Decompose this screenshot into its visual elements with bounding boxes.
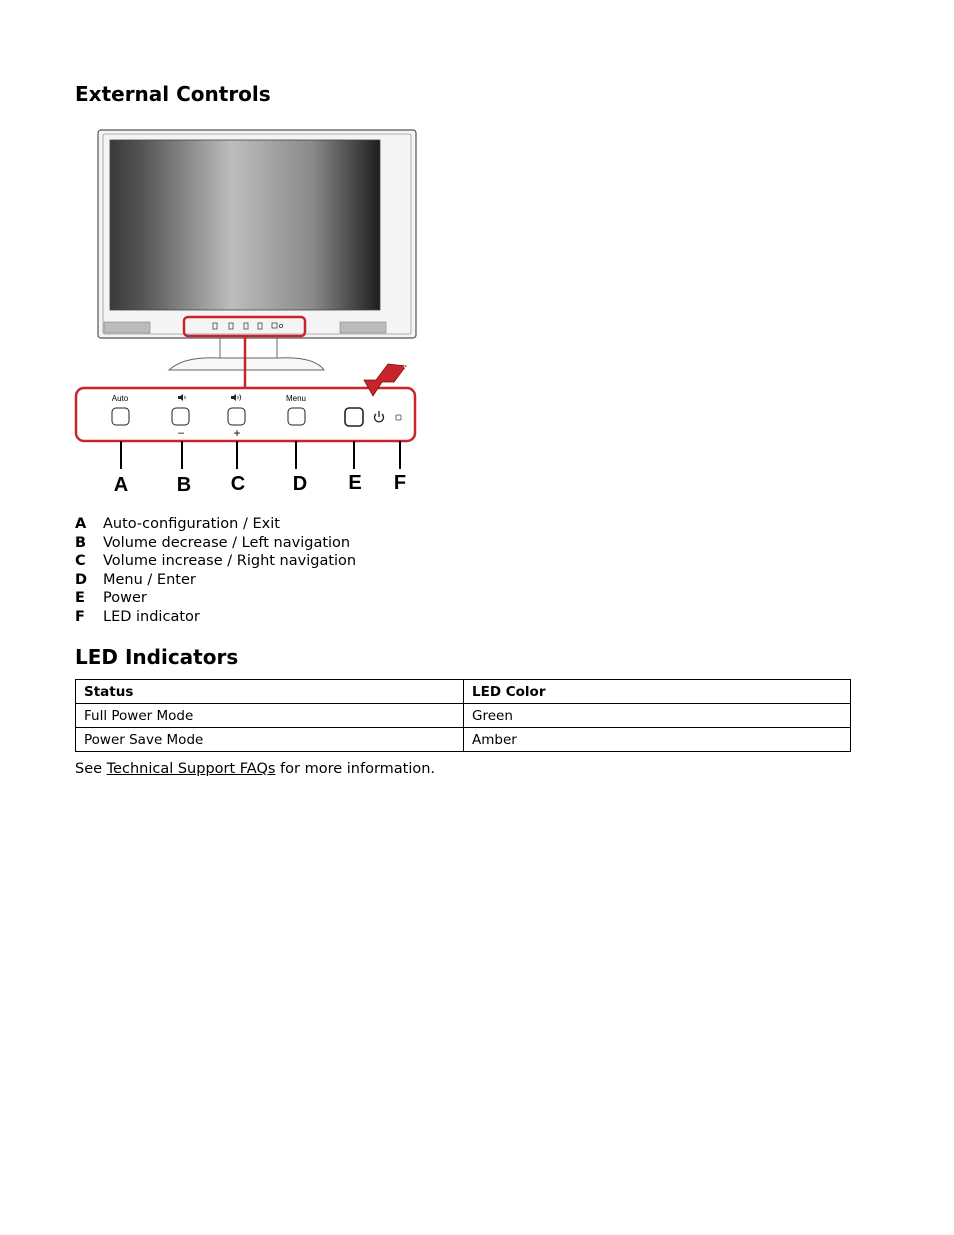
callout-a: A	[113, 474, 129, 496]
control-panel-closeup	[76, 388, 415, 441]
legend-text: Auto-configuration / Exit	[103, 516, 280, 532]
callout-e: E	[348, 472, 362, 494]
menu-button	[288, 408, 305, 425]
menu-button-label: Menu	[285, 394, 307, 403]
section-heading-led-indicators: LED Indicators	[75, 645, 239, 669]
legend-item	[75, 589, 356, 608]
speaker-grille-right	[340, 322, 386, 333]
legend-text: Power	[103, 590, 147, 607]
led-icon	[396, 415, 401, 420]
technical-support-faqs-link[interactable]: Technical Support FAQs	[106, 761, 276, 777]
table-header-status: Status	[76, 680, 464, 704]
callout-f: F	[393, 472, 407, 494]
table-header-led-color: LED Color	[464, 680, 851, 704]
legend-text: Volume increase / Right navigation	[103, 553, 357, 570]
legend-letter: A	[75, 516, 87, 532]
volume-up-button	[228, 408, 245, 425]
footer-suffix: for more information.	[275, 761, 436, 777]
legend-letter: F	[75, 608, 85, 625]
legend-letter: B	[75, 534, 87, 551]
monitor-controls-figure	[74, 128, 419, 496]
table-row	[76, 728, 851, 752]
legend-item	[75, 552, 356, 571]
table-cell: Full Power Mode	[76, 704, 464, 728]
table-cell: Amber	[464, 728, 851, 752]
callout-d: D	[292, 473, 308, 495]
table-header-row	[76, 680, 851, 704]
legend-text: Menu / Enter	[103, 571, 196, 588]
footer-note	[75, 761, 435, 777]
table-cell: Power Save Mode	[76, 728, 464, 752]
legend-item	[75, 608, 356, 627]
controls-legend	[75, 515, 356, 627]
led-status-table	[75, 679, 851, 752]
legend-letter: C	[75, 553, 86, 570]
legend-letter: D	[75, 571, 88, 588]
legend-item	[75, 571, 356, 590]
footer-prefix: See	[75, 761, 107, 777]
auto-button	[112, 408, 129, 425]
legend-letter: E	[75, 590, 85, 607]
section-heading-external-controls: External Controls	[75, 82, 271, 106]
callout-c: C	[230, 473, 246, 495]
minus-label: –	[177, 427, 185, 439]
legend-item	[75, 534, 356, 553]
plus-label: +	[233, 426, 241, 440]
table-cell: Green	[464, 704, 851, 728]
speaker-grille-left	[104, 322, 150, 333]
legend-item	[75, 515, 356, 534]
power-button	[345, 408, 363, 426]
callout-b: B	[176, 474, 192, 496]
monitor-screen	[110, 140, 380, 310]
auto-button-label: Auto	[111, 394, 129, 403]
monitor-illustration	[98, 130, 416, 370]
legend-text: Volume decrease / Left navigation	[103, 534, 351, 551]
legend-text: LED indicator	[103, 608, 200, 625]
table-row	[76, 704, 851, 728]
volume-down-button	[172, 408, 189, 425]
